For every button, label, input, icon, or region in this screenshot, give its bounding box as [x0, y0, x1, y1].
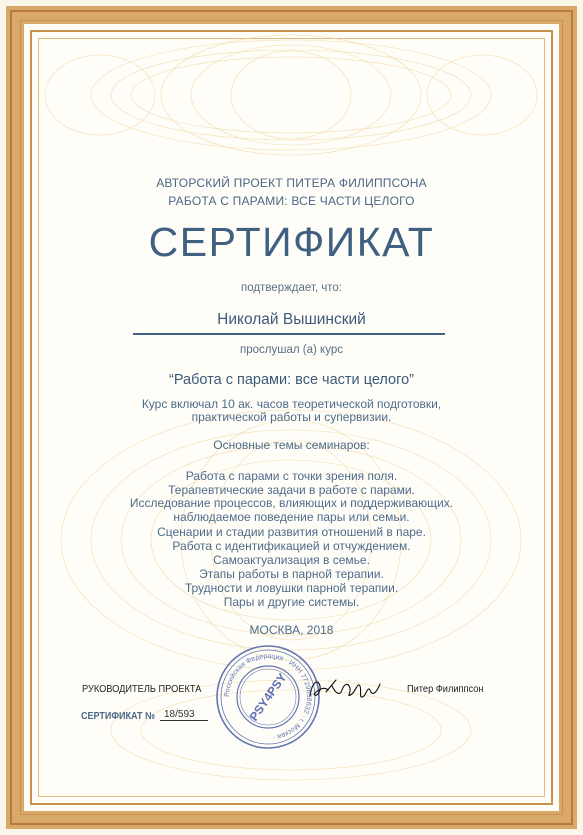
place-year: МОСКВА, 2018 — [249, 623, 334, 637]
topic-item: наблюдаемое поведение пары или семьи. — [173, 510, 410, 524]
topic-item: Работа с парами с точки зрения поля. — [185, 469, 398, 483]
topic-item: Исследование процессов, влияющих и поддерживающих. — [129, 496, 454, 510]
project-title-line1: АВТОРСКИЙ ПРОЕКТ ПИТЕРА ФИЛИППСОНА — [156, 176, 427, 190]
topic-item: Самоактуализация в семье. — [213, 553, 370, 567]
signer-name: Питер Филиппсон — [407, 683, 484, 695]
course-name: “Работа с парами: все части целого” — [169, 372, 414, 388]
topic-item: Пары и другие системы. — [223, 595, 360, 609]
topic-item: Терапевтические задачи в работе с парами. — [168, 483, 415, 497]
certificate-title: СЕРТИФИКАТ — [148, 219, 435, 265]
role-label: РУКОВОДИТЕЛЬ ПРОЕКТА — [82, 683, 202, 695]
project-title-line2: РАБОТА С ПАРАМИ: ВСЕ ЧАСТИ ЦЕЛОГО — [168, 194, 415, 208]
certificate-number-value: 18/593 — [160, 709, 208, 721]
recipient-name: Николай Вышинский — [217, 311, 366, 328]
topics-heading: Основные темы семинаров: — [213, 438, 370, 452]
description-line1: Курс включал 10 ак. часов теоретической подготовки, — [141, 397, 442, 411]
completed-text: прослушал (а) курс — [240, 344, 343, 356]
svg-text:Российская Федерация · ИНН 772: Российская Федерация · ИНН 7729658632 · г. Москва · — [223, 652, 313, 741]
svg-text:PSY4PSY: PSY4PSY — [246, 670, 290, 724]
confirms-text: подтверждает, что: — [240, 282, 343, 294]
topic-item: Сценарии и стадии развития отношений в паре. — [157, 525, 426, 539]
topic-item: Трудности и ловушки парной терапии. — [184, 581, 399, 595]
certificate-number-label: СЕРТИФИКАТ № — [81, 711, 156, 722]
topic-item: Этапы работы в парной терапии. — [199, 567, 384, 581]
topic-item: Работа с идентификацией и отчуждением. — [172, 539, 411, 553]
description-line2: практической работы и супервизии. — [191, 410, 392, 424]
signature — [306, 672, 386, 706]
recipient-underline — [133, 333, 445, 335]
